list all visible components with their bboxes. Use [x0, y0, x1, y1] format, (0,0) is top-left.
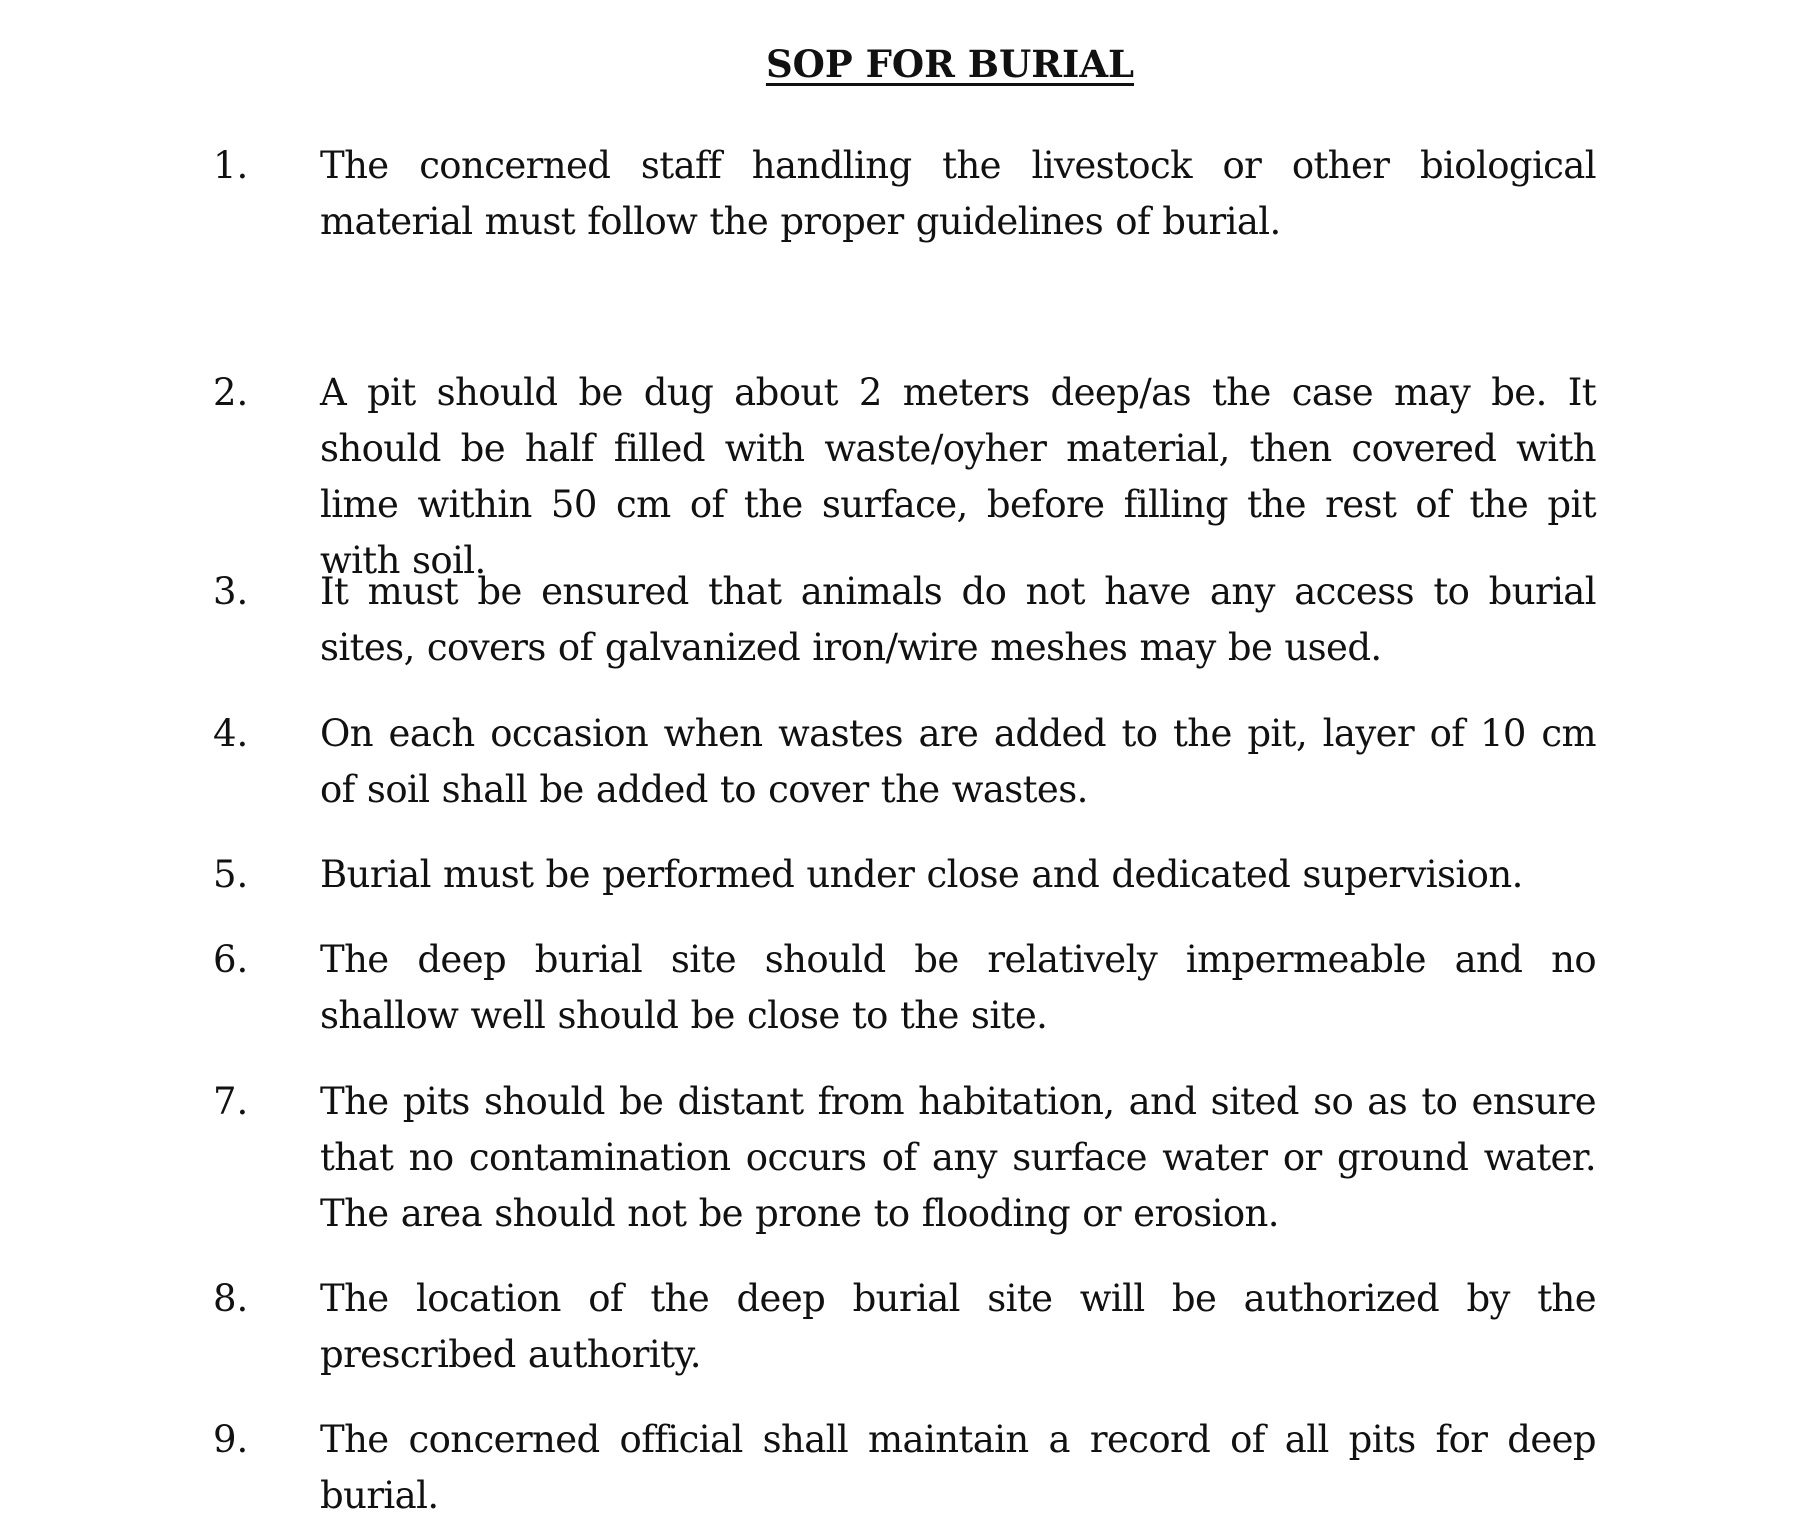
list-item-number: 2.: [213, 371, 249, 414]
list-item-text: It must be ensured that animals do not have any access to burial sites, covers of galvanized iron/wire meshes may be used.: [320, 570, 1596, 669]
list-item-text: Burial must be performed under close and dedicated supervision.: [320, 853, 1523, 896]
list-item-text: The concerned official shall maintain a record of all pits for deep burial.: [320, 1418, 1596, 1517]
list-item-number: 4.: [213, 712, 249, 755]
list-item-number: 7.: [213, 1080, 249, 1123]
document-title: SOP FOR BURIAL: [765, 42, 1135, 86]
list-item-number: 8.: [213, 1277, 249, 1320]
list-item-number: 9.: [213, 1418, 249, 1461]
list-item-number: 6.: [213, 938, 249, 981]
list-item-text: The pits should be distant from habitation, and sited so as to ensure that no contamination occurs of any surface water or ground water. The area should not be prone to flooding or erosion.: [320, 1080, 1596, 1235]
list-item-text: The location of the deep burial site will be authorized by the prescribed authority.: [320, 1277, 1596, 1376]
list-item-number: 5.: [213, 853, 249, 896]
list-item-number: 3.: [213, 570, 249, 613]
list-item-text: The deep burial site should be relatively impermeable and no shallow well should be close to the site.: [320, 938, 1596, 1037]
list-item-text: A pit should be dug about 2 meters deep/as the case may be. It should be half filled with waste/oyher material, then covered with lime within 50 cm of the surface, before filling the rest of the pit with soil.: [320, 371, 1596, 582]
list-item-number: 1.: [213, 144, 249, 187]
list-item-text: The concerned staff handling the livestock or other biological material must follow the proper guidelines of burial.: [320, 144, 1596, 243]
list-item-text: On each occasion when wastes are added to the pit, layer of 10 cm of soil shall be added to cover the wastes.: [320, 712, 1596, 811]
